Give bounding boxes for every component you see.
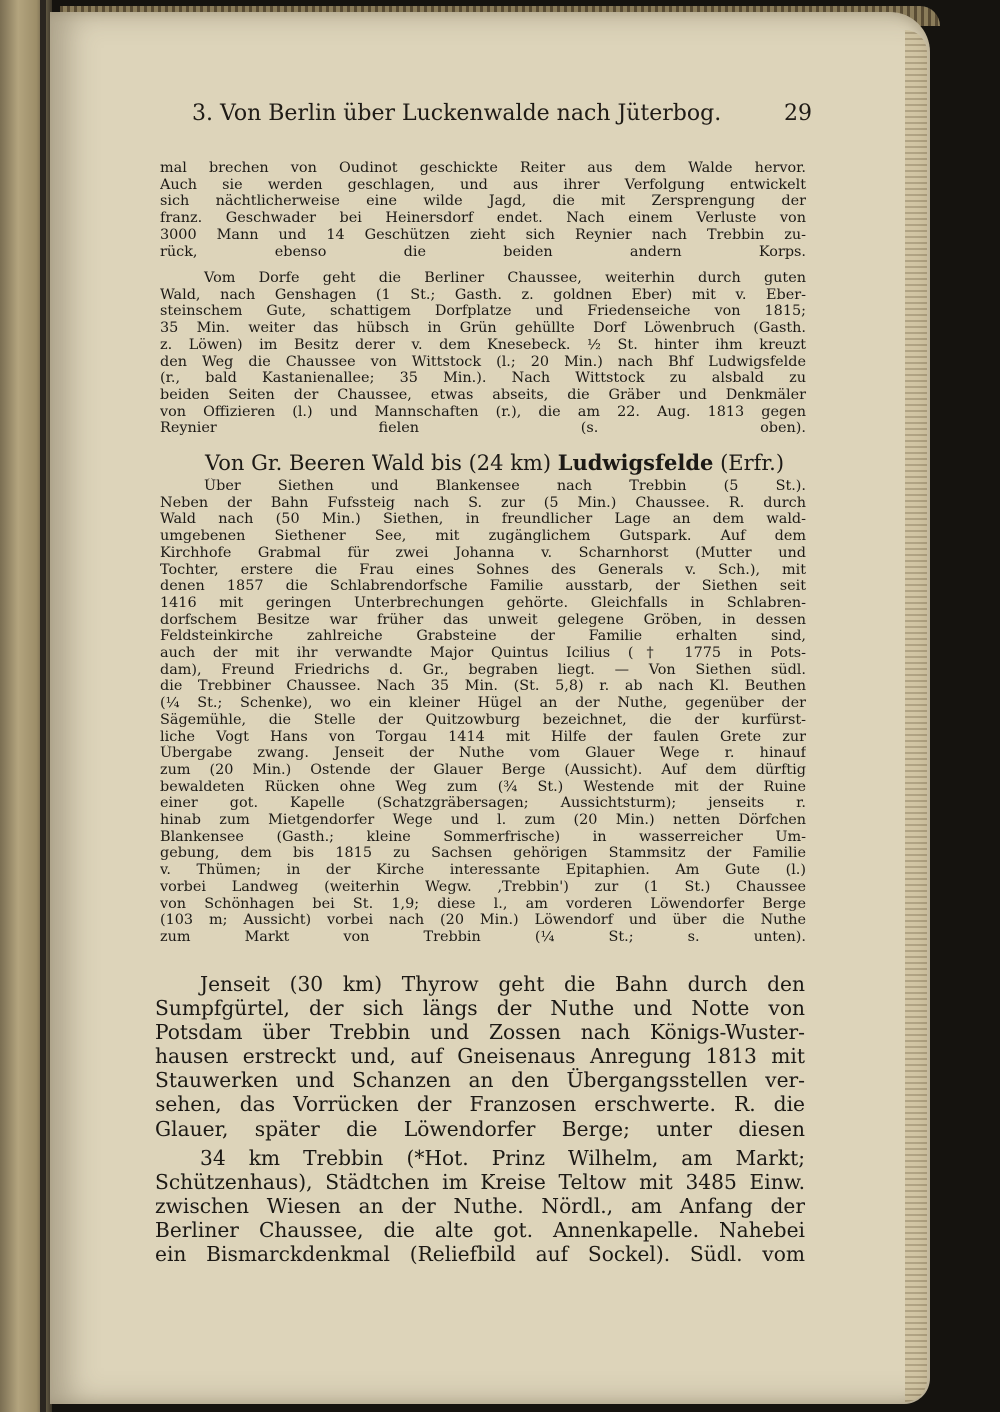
text-line: dam), Freund Friedrichs d. Gr., begraben liegt. — Von Siethen südl. — [160, 661, 806, 678]
text-line: dorfschem Besitze war früher das unweit gelegene Gröben, in dessen — [160, 611, 806, 628]
text-line: z. Löwen) im Besitz derer v. dem Knesebeck. ½ St. hinter ihm kreuzt — [160, 336, 806, 353]
text-line: Berliner Chaussee, die alte got. Annenkapelle. Nahebei — [155, 1218, 805, 1243]
text-line: Neben der Bahn Fufssteig nach S. zur (5 Min.) Chaussee. R. durch — [160, 494, 806, 511]
text-line: sehen, das Vorrücken der Franzosen erschwerte. R. die — [155, 1092, 805, 1117]
text-line: (r., bald Kastanienallee; 35 Min.). Nach Wittstock zu alsbald zu — [160, 370, 806, 387]
text-line: rück, ebenso die beiden andern Korps. — [160, 243, 806, 260]
page-stack-right — [905, 30, 927, 1402]
text-line: liche Vogt Hans von Torgau 1414 mit Hilfe der faulen Grete zur — [160, 728, 806, 745]
text-line: Über Siethen und Blankensee nach Trebbin (5 St.). — [204, 478, 806, 494]
text-line: vorbei Landweg (weiterhin Wegw. ‚Trebbin') zur (1 St.) Chaussee — [160, 878, 806, 895]
text-line: 35 Min. weiter das hübsch in Grün gehüllte Dorf Löwenbruch (Gasth. — [160, 320, 806, 337]
paragraph-4 — [155, 972, 805, 1141]
text-line: Schützenhaus), Städtchen im Kreise Teltow mit 3485 Einw. — [155, 1170, 805, 1195]
text-line: Kirchhofe Grabmal für zwei Johanna v. Scharnhorst (Mutter und — [160, 544, 806, 561]
section-subheading — [205, 450, 825, 475]
page-number: 29 — [784, 101, 812, 126]
text-line: Auch sie werden geschlagen, und aus ihrer Verfolgung entwickelt — [160, 176, 806, 193]
text-line: 1416 mit geringen Unterbrechungen gehörte. Gleichfalls in Schlabren- — [160, 594, 806, 611]
text-line: hausen erstreckt und, auf Gneisenaus Anregung 1813 mit — [155, 1044, 805, 1069]
paragraph-3 — [160, 478, 806, 946]
text-line: 34 km Trebbin (*Hot. Prinz Wilhelm, am Markt; — [200, 1146, 805, 1170]
text-line: Wald, nach Genshagen (1 St.; Gasth. z. goldnen Eber) mit v. Eber- — [160, 286, 806, 303]
subheading-text: Von Gr. Beeren Wald bis (24 km) — [205, 451, 558, 475]
running-title: 3. Von Berlin über Luckenwalde nach Jüterbog. — [192, 101, 722, 126]
text-line: Sumpfgürtel, der sich längs der Nuthe und Notte von — [155, 996, 805, 1021]
gutter-shadow — [40, 0, 46, 1412]
text-line: Wald nach (50 Min.) Siethen, in freundlicher Lage an dem wald- — [160, 511, 806, 528]
text-line: Blankensee (Gasth.; kleine Sommerfrische) in wasserreicher Um- — [160, 828, 806, 845]
text-line: (¼ St.; Schenke), wo ein kleiner Hügel an der Nuthe, gegenüber der — [160, 695, 806, 712]
text-line: Sägemühle, die Stelle der Quitzowburg bezeichnet, die der kurfürst- — [160, 711, 806, 728]
paragraph-5 — [155, 1146, 805, 1266]
text-line: Stauwerken und Schanzen an den Übergangsstellen ver- — [155, 1068, 805, 1093]
text-line: (103 m; Aussicht) vorbei nach (20 Min.) Löwendorf und über die Nuthe — [160, 912, 806, 929]
text-line: 3000 Mann und 14 Geschützen zieht sich Reynier nach Trebbin zu- — [160, 226, 806, 243]
text-line: die Trebbiner Chaussee. Nach 35 Min. (St. 5,8) r. ab nach Kl. Beuthen — [160, 678, 806, 695]
text-line: Potsdam über Trebbin und Zossen nach Königs-Wuster- — [155, 1020, 805, 1045]
subheading-place: Ludwigsfelde — [557, 450, 714, 475]
text-line: den Weg die Chaussee von Wittstock (l.; 20 Min.) nach Bhf Ludwigsfelde — [160, 353, 806, 370]
text-line: ein Bismarckdenkmal (Reliefbild auf Sockel). Südl. vom — [155, 1242, 805, 1267]
text-line: sich nächtlicherweise eine wilde Jagd, die mit Zersprengung der — [160, 193, 806, 210]
subheading-note: (Erfr.) — [713, 451, 785, 475]
text-line: einer got. Kapelle (Schatzgräbersagen; Aussichtsturm); jenseits r. — [160, 795, 806, 812]
text-line: hinab zum Mietgendorfer Wege und l. zum (20 Min.) netten Dörfchen — [160, 812, 806, 829]
text-line: umgebenen Siethener See, mit zugänglichem Gutspark. Auf dem — [160, 528, 806, 545]
paragraph-2 — [160, 270, 806, 437]
text-line: von Offizieren (l.) und Mannschaften (r.), die am 22. Aug. 1813 gegen — [160, 403, 806, 420]
text-line: Übergabe zwang. Jenseit der Nuthe vom Glauer Wege r. hinauf — [160, 745, 806, 762]
text-line: mal brechen von Oudinot geschickte Reiter aus dem Walde hervor. — [160, 160, 806, 176]
text-line: auch der mit ihr verwandte Major Quintus Icilius († 1775 in Pots- — [160, 645, 806, 662]
text-line: Jenseit (30 km) Thyrow geht die Bahn durch den — [200, 972, 805, 996]
text-line: v. Thümen; in der Kirche interessante Epitaphien. Am Gute (l.) — [160, 862, 806, 879]
running-header — [192, 95, 812, 135]
text-line: bewaldeten Rücken ohne Weg zum (¾ St.) Westende mit der Ruine — [160, 778, 806, 795]
text-line: gebung, dem bis 1815 zu Sachsen gehörigen Stammsitz der Familie — [160, 845, 806, 862]
text-line: von Schönhagen bei St. 1,9; diese l., am vorderen Löwendorfer Berge — [160, 895, 806, 912]
text-line: Feldsteinkirche zahlreiche Grabsteine der Familie erhalten sind, — [160, 628, 806, 645]
text-line: Tochter, erstere die Frau eines Sohnes des Generals v. Sch.), mit — [160, 561, 806, 578]
text-line: denen 1857 die Schlabrendorfsche Familie ausstarb, der Siethen seit — [160, 578, 806, 595]
text-line: Reynier fielen (s. oben). — [160, 420, 806, 437]
text-line: steinschem Gute, schattigem Dorfplatze und Friedenseiche von 1815; — [160, 303, 806, 320]
text-line: franz. Geschwader bei Heinersdorf endet. Nach einem Verluste von — [160, 210, 806, 227]
text-line: zum Markt von Trebbin (¼ St.; s. unten). — [160, 928, 806, 945]
text-line: beiden Seiten der Chaussee, etwas abseits, die Gräber und Denkmäler — [160, 386, 806, 403]
text-line: Vom Dorfe geht die Berliner Chaussee, weiterhin durch guten — [204, 270, 806, 286]
text-line: zwischen Wiesen an der Nuthe. Nördl., am Anfang der — [155, 1194, 805, 1219]
text-line: Glauer, später die Löwendorfer Berge; unter diesen — [155, 1116, 805, 1141]
text-line: zum (20 Min.) Ostende der Glauer Berge (Aussicht). Auf dem dürftig — [160, 761, 806, 778]
paragraph-1 — [160, 160, 806, 260]
